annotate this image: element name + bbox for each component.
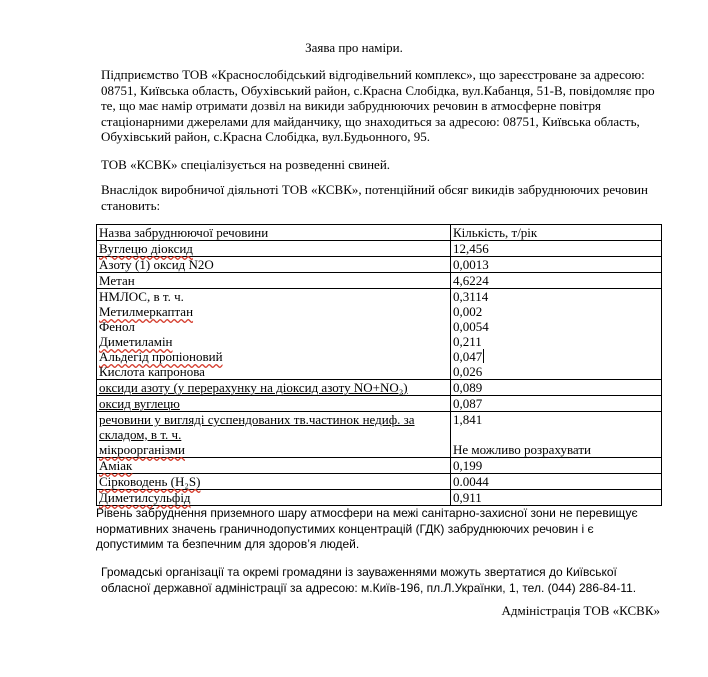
signature: Адміністрація ТОВ «КСВК» — [501, 603, 660, 618]
table-row — [97, 458, 662, 474]
emissions-lead-paragraph: Внаслідок виробничої діяльноті ТОВ «КСВК», потенційний обсяг викидів забруднюючих речовин становить: — [101, 182, 648, 213]
substance-name-text: Диметилсульфід — [99, 490, 191, 505]
emissions-table — [96, 224, 662, 506]
contact-paragraph: Громадські організації та окремі громадяни із зауваженнями можуть звертатися до Київської обласної державної адміністрації за адресою: м.Київ-196, пл.Л.Українки, 1, тел. (044) 286-84-11. — [101, 565, 637, 595]
substance-value: 0,087 — [451, 396, 662, 412]
header-substance: Назва забруднюючої речовини — [97, 225, 451, 241]
substance-value-text: 0,0054 — [453, 319, 489, 334]
table-row — [97, 490, 662, 506]
substance-name-text: Аміак — [99, 458, 133, 473]
substance-value-text — [453, 349, 659, 364]
substance-value: 0,911 — [451, 490, 662, 506]
substance-name — [97, 458, 451, 474]
substance-name: Метан — [97, 273, 451, 289]
substance-name — [97, 241, 451, 257]
substance-name — [97, 490, 451, 506]
table-row — [97, 273, 662, 289]
spacer — [453, 427, 659, 442]
table-row — [97, 289, 662, 380]
substance-name-text: Кислота капронова — [99, 364, 205, 379]
substance-value: 0.0044 — [451, 474, 662, 490]
substance-value: 12,456 — [451, 241, 662, 257]
substance-value-text: 0,3114 — [453, 289, 489, 304]
specialization-paragraph: ТОВ «КСВК» спеціалізується на розведенні свиней. — [101, 157, 391, 172]
substance-name — [97, 396, 451, 412]
substance-value — [451, 289, 662, 380]
substance-value: 0,199 — [451, 458, 662, 474]
substance-value: 0,089 — [451, 380, 662, 396]
substance-value: 0,0013 — [451, 257, 662, 273]
substance-name-text: Вуглецю діоксид — [99, 241, 193, 256]
substance-name — [97, 289, 451, 380]
substance-name: Азоту (1) оксид N2O — [97, 257, 451, 273]
table-row — [97, 257, 662, 273]
table-row — [97, 380, 662, 396]
substance-name-text: Метилмеркаптан — [99, 304, 194, 319]
substance-value-text: 0,026 — [453, 364, 483, 379]
substance-value-text: 0,047 — [453, 349, 483, 364]
text-cursor — [483, 349, 484, 363]
substance-value-text: 0,211 — [453, 334, 482, 349]
table-row — [97, 412, 662, 458]
substance-value-text: 0,002 — [453, 304, 483, 319]
substance-name-text: мікроорганізми — [99, 442, 185, 457]
header-quantity: Кількість, т/рік — [451, 225, 662, 241]
substance-name — [97, 380, 451, 396]
substance-value-text: 1,841 — [453, 412, 483, 427]
intro-paragraph: Підприємство ТОВ «Краснослобідський відгодівельний комплекс», що зареєстроване за адресою: 08751, Київська область, Обухівський район, с.Красна Слобідка, вул.Кабанця, 51-В, повідомляє про те, що має намір отримати дозвіл на викиди забруднюючих речовин в атмосферне повітря стаціонарними джерелами для майданчику, що знаходиться за адресою: 08751, Київська область, Обухівський район, с.Красна Слобідка, вул.Будьонного, 95. — [101, 67, 655, 144]
substance-value — [451, 412, 662, 458]
substance-value: 4,6224 — [451, 273, 662, 289]
table-row — [97, 474, 662, 490]
substance-name-text: Диметиламін — [99, 334, 173, 349]
substance-name — [97, 474, 451, 490]
substance-name-text: оксиди азоту (у перерахунку на діоксид азоту NO+NO₂) — [99, 380, 408, 395]
substance-name-text: речовини у вигляді суспендованих тв.частинок недиф. за складом, в т. ч. — [99, 412, 415, 442]
pollution-level-paragraph: Рівень забруднення приземного шару атмосфери на межі санітарно-захисної зони не перевищує нормативних значень граничнодопустимих концентрацій (ГДК) забруднюючих речовин і є допустимим та безпечним для здоров’я людей. — [96, 506, 638, 551]
substance-name-text: Сірководень (H₂S) — [99, 474, 201, 489]
table-row — [97, 241, 662, 257]
substance-name-text: Фенол — [99, 319, 135, 334]
substance-name-text: оксид вуглецю — [99, 396, 180, 411]
substance-name — [97, 412, 451, 458]
table-row — [97, 396, 662, 412]
document-title: Заява про наміри. — [305, 40, 403, 55]
substance-name-text: НМЛОС, в т. ч. — [99, 289, 184, 304]
table-header-row — [97, 225, 662, 241]
substance-value-text: Не можливо розрахувати — [453, 442, 591, 457]
substance-name-text: Альдегід пропіоновий — [99, 349, 223, 364]
